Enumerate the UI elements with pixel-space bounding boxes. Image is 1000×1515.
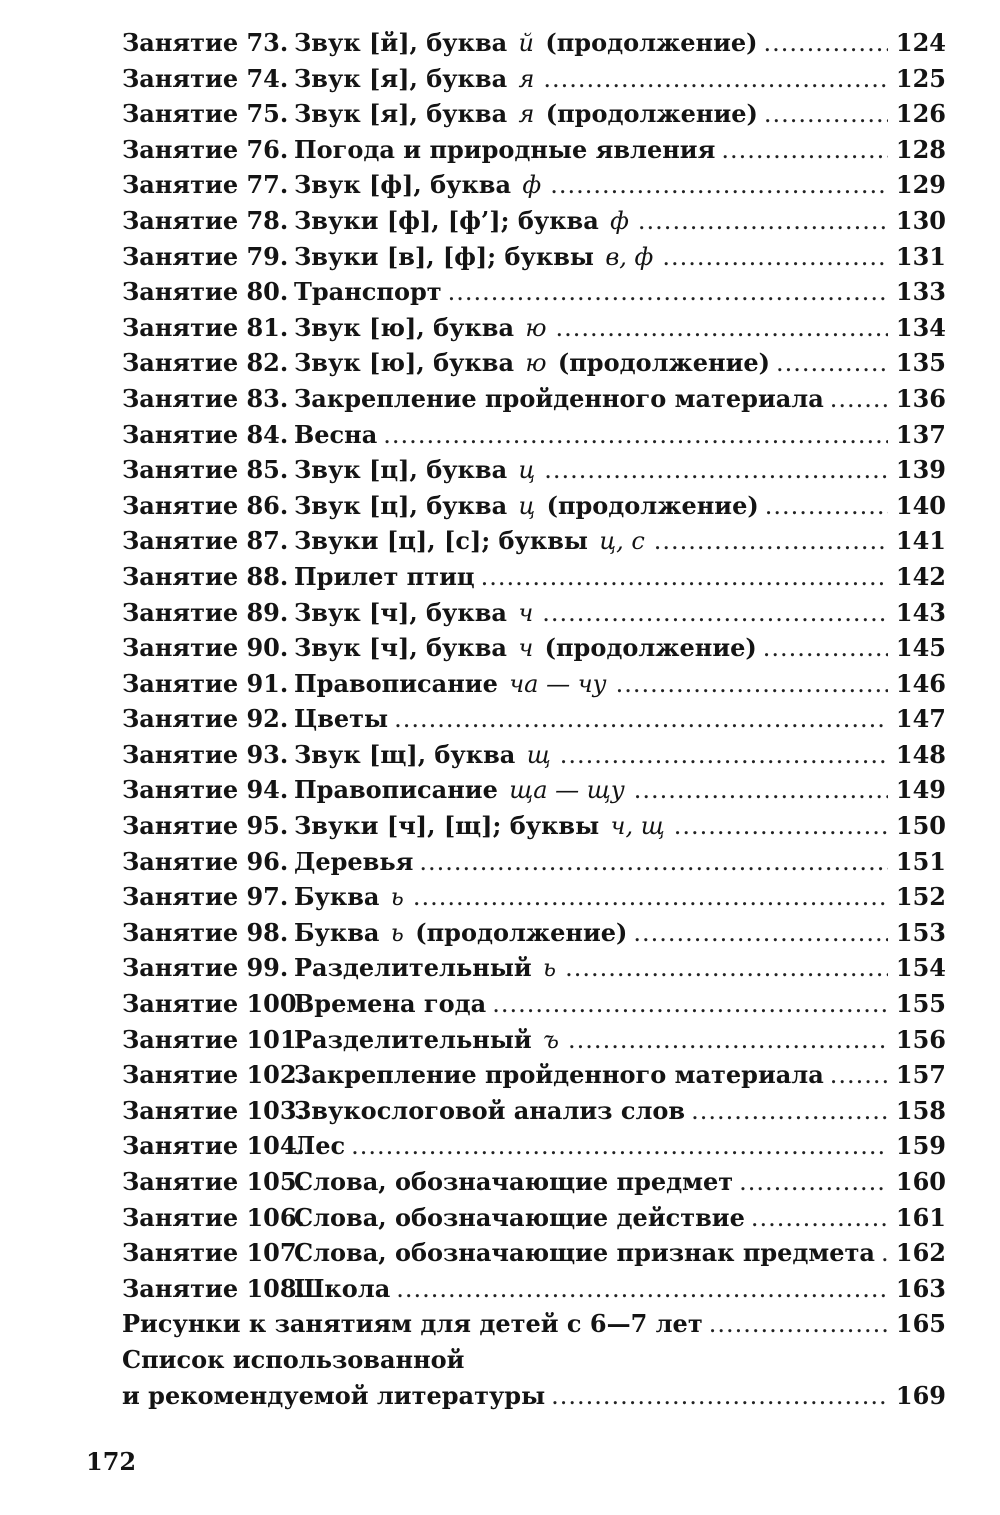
lesson-title-letter: я <box>518 64 535 93</box>
lesson-title-text: Звук [ц], буква <box>294 455 508 485</box>
lesson-number: Занятие 74. <box>122 63 289 93</box>
toc-entry <box>122 633 946 669</box>
lesson-number: Занятие 103. <box>122 1095 305 1125</box>
dot-leader <box>881 1239 888 1267</box>
lesson-title-text: Звук [ц], буква <box>294 490 508 520</box>
toc-entry <box>122 420 946 456</box>
page-ref: 160 <box>895 1167 946 1196</box>
lesson-title-suffix: (продолжение) <box>546 490 759 520</box>
toc-entry <box>122 99 946 135</box>
page-ref: 139 <box>895 455 946 485</box>
lesson-title-text: Школа <box>294 1273 391 1303</box>
page-ref: 162 <box>895 1238 946 1268</box>
lesson-number: Занятие 96. <box>122 846 289 876</box>
toc-entry <box>122 348 946 384</box>
page-ref: 148 <box>895 739 946 769</box>
toc-entry <box>122 775 946 811</box>
lesson-title <box>294 847 413 876</box>
lesson-number: Занятие 78. <box>122 205 289 235</box>
lesson-number: Занятие 73. <box>122 28 289 57</box>
lesson-title-text: Времена года <box>294 989 487 1019</box>
toc-entry <box>122 882 946 918</box>
lesson-title-text: Слова, обозначающие действие <box>294 1202 745 1232</box>
toc-entry <box>122 277 946 313</box>
toc-entry <box>122 740 946 776</box>
toc-entry <box>122 313 946 349</box>
lesson-number: Занятие 95. <box>122 811 289 841</box>
page-ref: 128 <box>895 134 946 164</box>
toc-entry <box>122 1274 946 1310</box>
lesson-title-text: Закрепление пройденного материала <box>294 1060 824 1090</box>
lesson-title-text: Правописание <box>294 775 498 805</box>
dot-leader <box>543 65 888 93</box>
lesson-title-text: Звук [ю], буква <box>294 348 514 378</box>
page-ref: 129 <box>895 170 946 200</box>
dot-leader <box>830 385 888 413</box>
lesson-number: Занятие 108. <box>122 1273 305 1303</box>
lesson-title-suffix: (продолжение) <box>545 99 758 129</box>
lesson-number: Занятие 88. <box>122 561 289 591</box>
lesson-number: Занятие 86. <box>122 490 289 520</box>
dot-leader <box>764 29 888 57</box>
lesson-title-text: Звук [ю], буква <box>294 312 514 342</box>
lesson-number: Занятие 97. <box>122 882 289 912</box>
lesson-title-letter: в, ф <box>605 242 654 271</box>
lesson-title <box>294 384 824 413</box>
page-ref: 161 <box>895 1202 946 1232</box>
toc-entry <box>122 135 946 171</box>
lesson-title-text: Звук [й], буква <box>294 28 508 57</box>
lesson-title-letter: ч <box>518 598 534 627</box>
page-ref: 124 <box>895 28 946 57</box>
dot-leader <box>556 314 889 342</box>
lesson-title <box>294 313 550 342</box>
lesson-title <box>294 1131 345 1160</box>
lesson-title <box>294 455 538 484</box>
dot-leader <box>662 243 888 271</box>
appendix-list <box>122 1309 946 1416</box>
lesson-title-suffix: (продолжение) <box>544 633 757 663</box>
lesson-number: Занятие 106. <box>122 1202 305 1232</box>
page-ref: 140 <box>895 490 946 520</box>
toc-entry <box>122 989 946 1025</box>
lesson-title-letter: ц, с <box>599 527 645 556</box>
page-ref: 146 <box>895 668 946 698</box>
toc-entry <box>122 1096 946 1132</box>
appendix-title: Список использованной <box>122 1344 465 1374</box>
lesson-title-text: Звук [щ], буква <box>294 739 516 769</box>
dot-leader <box>691 1097 888 1125</box>
toc-entry <box>122 1025 946 1061</box>
lesson-number: Занятие 75. <box>122 99 289 129</box>
appendix-title: и рекомендуемой литературы <box>122 1380 546 1410</box>
dot-leader <box>633 919 888 947</box>
page-ref: 153 <box>895 917 946 947</box>
lesson-title-text: Звук [ч], буква <box>294 633 507 663</box>
lesson-title-letter: ц <box>518 456 536 485</box>
lesson-number: Занятие 91. <box>122 668 289 698</box>
lesson-title-text: Транспорт <box>294 277 442 307</box>
toc-entry <box>122 170 946 206</box>
lesson-title <box>294 882 407 911</box>
lesson-title-text: Звук [я], буква <box>294 99 508 129</box>
page-ref: 150 <box>895 811 946 841</box>
lesson-title-letter: ч <box>518 634 534 663</box>
lesson-title-text: Весна <box>294 419 378 449</box>
lesson-title-text: Буква <box>294 882 380 912</box>
lesson-title-letter: ъ <box>543 1025 560 1054</box>
page-ref: 135 <box>895 348 946 378</box>
page-ref: 156 <box>895 1024 946 1054</box>
lesson-title-text: Деревья <box>294 846 414 876</box>
lesson-title <box>294 811 668 840</box>
toc-entry <box>122 64 946 100</box>
dot-leader <box>764 100 888 128</box>
dot-leader <box>739 1168 888 1196</box>
lesson-number: Занятие 100. <box>122 989 305 1019</box>
dot-leader <box>551 1382 888 1410</box>
lesson-title-text: Цветы <box>294 704 389 734</box>
dot-leader <box>413 883 888 911</box>
lesson-title-text: Звукослоговой анализ слов <box>294 1095 686 1125</box>
toc-entry <box>122 491 946 527</box>
page-ref: 159 <box>895 1131 946 1161</box>
lesson-title-letter: ь <box>390 918 404 947</box>
lesson-title-letter: ю <box>525 349 547 378</box>
lesson-number: Занятие 83. <box>122 383 289 413</box>
lesson-title-letter: ь <box>390 883 404 912</box>
lesson-number: Занятие 76. <box>122 134 289 164</box>
toc-entry <box>122 1167 946 1203</box>
lesson-title <box>294 206 632 235</box>
toc-entry <box>122 598 946 634</box>
page-ref: 126 <box>895 99 946 129</box>
lesson-title <box>294 562 475 591</box>
dot-leader <box>674 812 888 840</box>
lesson-title-letter: щ <box>526 740 551 769</box>
page-ref: 169 <box>895 1380 946 1410</box>
lesson-number: Занятие 93. <box>122 739 289 769</box>
lesson-number: Занятие 81. <box>122 312 289 342</box>
toc-entry <box>122 455 946 491</box>
lesson-title-text: Звуки [в], [ф]; буквы <box>294 241 594 271</box>
dot-leader <box>394 705 888 733</box>
lesson-number: Занятие 101. <box>122 1024 305 1054</box>
page-ref: 147 <box>895 704 946 734</box>
lesson-title-letter: ча — чу <box>509 669 607 698</box>
lesson-title-suffix: (продолжение) <box>557 348 770 378</box>
lesson-title <box>294 135 715 164</box>
page-ref: 145 <box>895 633 946 663</box>
lesson-title-text: Лес <box>294 1131 346 1161</box>
lesson-title-text: Слова, обозначающие признак предмета <box>294 1238 875 1268</box>
page-ref: 136 <box>895 383 946 413</box>
toc-entry <box>122 704 946 740</box>
lesson-number: Занятие 92. <box>122 704 289 734</box>
page-ref: 137 <box>895 419 946 449</box>
dot-leader <box>776 349 888 377</box>
page-number: 172 <box>86 1447 137 1476</box>
toc-entry <box>122 669 946 705</box>
toc-entry <box>122 206 946 242</box>
page-ref: 158 <box>895 1095 946 1125</box>
page-ref: 141 <box>895 526 946 556</box>
toc-entry <box>122 1131 946 1167</box>
lesson-title <box>294 348 770 377</box>
dot-leader <box>616 670 888 698</box>
lesson-number: Занятие 87. <box>122 526 289 556</box>
dot-leader <box>351 1132 888 1160</box>
lesson-title <box>294 918 627 947</box>
lesson-number: Занятие 94. <box>122 775 289 805</box>
toc-entry <box>122 847 946 883</box>
dot-leader <box>383 421 888 449</box>
lesson-list <box>122 28 946 1309</box>
lesson-title-text: Звуки [ч], [щ]; буквы <box>294 811 600 841</box>
page-ref: 142 <box>895 561 946 591</box>
dot-leader <box>765 492 888 520</box>
lesson-title <box>294 1167 733 1196</box>
lesson-number: Занятие 90. <box>122 633 289 663</box>
appendix-entry <box>122 1345 946 1381</box>
lesson-title-letter: ща — щу <box>509 776 625 805</box>
dot-leader <box>721 136 888 164</box>
lesson-title <box>294 420 377 449</box>
lesson-title-text: Звук [ч], буква <box>294 597 507 627</box>
lesson-title <box>294 277 442 306</box>
lesson-title-text: Закрепление пройденного материала <box>294 383 824 413</box>
lesson-title-text: Звуки [ц], [с]; буквы <box>294 526 588 556</box>
lesson-title-letter: ф <box>610 206 629 235</box>
page-ref: 130 <box>895 205 946 235</box>
lesson-number: Занятие 85. <box>122 455 289 485</box>
lesson-title <box>294 598 536 627</box>
page-ref: 143 <box>895 597 946 627</box>
lesson-number: Занятие 98. <box>122 917 289 947</box>
lesson-title <box>294 1238 875 1267</box>
table-of-contents <box>122 28 946 1416</box>
lesson-title-text: Звуки [ф], [ф’]; буква <box>294 205 599 235</box>
lesson-title <box>294 242 656 271</box>
dot-leader <box>544 456 888 484</box>
lesson-title <box>294 28 758 57</box>
lesson-title <box>294 99 758 128</box>
lesson-title-letter: ц <box>518 491 536 520</box>
dot-leader <box>560 741 888 769</box>
page-ref: 163 <box>895 1273 946 1303</box>
dot-leader <box>419 848 888 876</box>
page-ref: 131 <box>895 241 946 271</box>
page-ref: 134 <box>895 312 946 342</box>
appendix-title: Рисунки к занятиям для детей с 6—7 лет <box>122 1309 703 1339</box>
lesson-number: Занятие 104. <box>122 1131 305 1161</box>
toc-entry <box>122 28 946 64</box>
page-ref: 125 <box>895 63 946 93</box>
lesson-title <box>294 740 554 769</box>
lesson-title <box>294 491 759 520</box>
toc-entry <box>122 526 946 562</box>
page-ref: 165 <box>895 1309 946 1339</box>
lesson-title-text: Слова, обозначающие предмет <box>294 1167 734 1196</box>
lesson-title-letter: я <box>518 100 535 129</box>
lesson-title <box>294 633 757 662</box>
lesson-title <box>294 953 559 982</box>
lesson-title <box>294 1274 390 1303</box>
dot-leader <box>830 1061 888 1089</box>
dot-leader <box>763 634 888 662</box>
lesson-title-suffix: (продолжение) <box>415 917 628 947</box>
lesson-title <box>294 170 544 199</box>
appendix-entry <box>122 1381 946 1417</box>
dot-leader <box>550 171 888 199</box>
lesson-title-text: Прилет птиц <box>294 561 475 591</box>
dot-leader <box>565 954 888 982</box>
dot-leader <box>568 1026 888 1054</box>
lesson-title <box>294 64 537 93</box>
lesson-title <box>294 1203 745 1232</box>
dot-leader <box>542 599 888 627</box>
page-ref: 149 <box>895 775 946 805</box>
toc-entry <box>122 1238 946 1274</box>
lesson-title-suffix: (продолжение) <box>545 28 758 57</box>
page-ref: 152 <box>895 882 946 912</box>
lesson-number: Занятие 102. <box>122 1060 305 1090</box>
lesson-title <box>294 526 648 555</box>
lesson-number: Занятие 107. <box>122 1238 305 1268</box>
lesson-number: Занятие 99. <box>122 953 289 983</box>
appendix-entry <box>122 1309 946 1345</box>
lesson-title-letter: ь <box>543 954 557 983</box>
dot-leader <box>638 207 888 235</box>
lesson-title <box>294 1025 562 1054</box>
toc-entry <box>122 384 946 420</box>
dot-leader <box>492 990 888 1018</box>
lesson-number: Занятие 80. <box>122 277 289 307</box>
lesson-title <box>294 669 610 698</box>
dot-leader <box>634 776 888 804</box>
dot-leader <box>481 563 888 591</box>
lesson-number: Занятие 89. <box>122 597 289 627</box>
lesson-number: Занятие 77. <box>122 170 289 200</box>
lesson-number: Занятие 84. <box>122 419 289 449</box>
page-ref: 155 <box>895 989 946 1019</box>
dot-leader <box>751 1204 888 1232</box>
dot-leader <box>396 1275 888 1303</box>
lesson-title <box>294 1096 685 1125</box>
toc-entry <box>122 918 946 954</box>
lesson-title <box>294 704 388 733</box>
page-ref: 154 <box>895 953 946 983</box>
lesson-title-letter: ч, щ <box>610 812 665 841</box>
dot-leader <box>654 527 888 555</box>
lesson-title-letter: ю <box>525 313 547 342</box>
toc-entry <box>122 953 946 989</box>
page-ref: 157 <box>895 1060 946 1090</box>
toc-entry <box>122 242 946 278</box>
dot-leader <box>709 1310 888 1338</box>
dot-leader <box>448 278 888 306</box>
lesson-title-text: Буква <box>294 917 380 947</box>
page-ref: 133 <box>895 277 946 307</box>
lesson-title <box>294 1060 824 1089</box>
lesson-number: Занятие 79. <box>122 241 289 271</box>
toc-entry <box>122 811 946 847</box>
page-ref: 151 <box>895 846 946 876</box>
toc-entry <box>122 562 946 598</box>
lesson-title <box>294 989 486 1018</box>
lesson-number: Занятие 105. <box>122 1167 305 1196</box>
lesson-number: Занятие 82. <box>122 348 289 378</box>
lesson-title-text: Звук [ф], буква <box>294 170 512 200</box>
lesson-title-text: Разделительный <box>294 953 532 983</box>
lesson-title-letter: ф <box>522 171 542 200</box>
lesson-title-letter: й <box>518 29 535 57</box>
lesson-title <box>294 775 628 804</box>
lesson-title-text: Правописание <box>294 668 498 698</box>
toc-entry <box>122 1060 946 1096</box>
lesson-title-text: Погода и природные явления <box>294 134 716 164</box>
toc-entry <box>122 1203 946 1239</box>
lesson-title-text: Звук [я], буква <box>294 63 508 93</box>
lesson-title-text: Разделительный <box>294 1024 532 1054</box>
